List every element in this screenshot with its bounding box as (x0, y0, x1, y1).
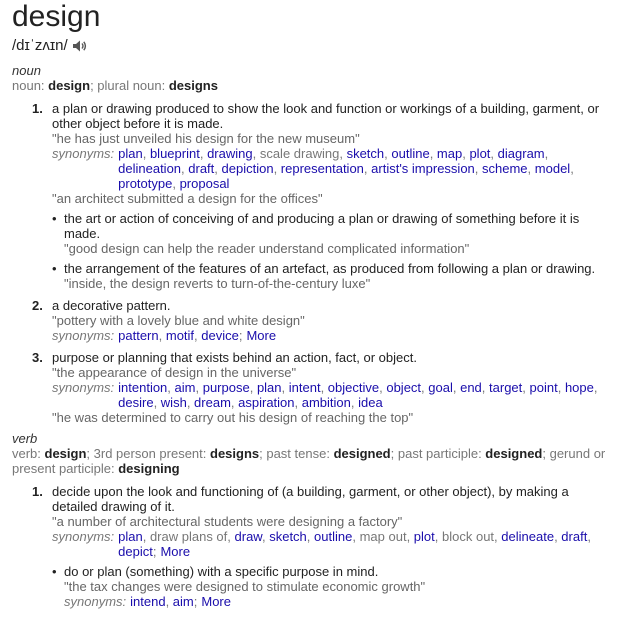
synonym-link[interactable]: ambition (301, 395, 351, 410)
synonym-link[interactable]: depict (118, 544, 153, 559)
synonym-link[interactable]: draw (234, 529, 262, 544)
more-link[interactable]: More (246, 328, 277, 343)
synonym-link[interactable]: motif (165, 328, 195, 343)
synonym-example: "he was determined to carry out his design of reaching the top" (52, 410, 414, 425)
synonym-link[interactable]: goal (428, 380, 453, 395)
inflection: designing (118, 461, 180, 476)
verb-forms (12, 446, 607, 476)
synonym-link[interactable]: plan (256, 380, 282, 395)
synonyms-list: pattern, motif, device; More (118, 328, 277, 343)
synonym-link[interactable]: device (201, 328, 239, 343)
synonym-link[interactable]: target (489, 380, 523, 395)
sense-number: 1. (32, 484, 43, 499)
noun-label: noun (12, 63, 41, 78)
synonym-link[interactable]: aim (172, 594, 194, 609)
synonym-link[interactable]: proposal (179, 176, 230, 191)
synonym-link[interactable]: pattern (118, 328, 159, 343)
sense-body (52, 101, 607, 291)
sense (32, 298, 607, 343)
synonym-link[interactable]: dream (194, 395, 231, 410)
sense (32, 484, 607, 609)
example: "a number of architectural students were designing a factory" (52, 514, 403, 529)
example: "the tax changes were designed to stimulate economic growth" (64, 579, 426, 594)
synonyms-row (64, 594, 607, 609)
noun-senses (32, 101, 607, 425)
inflection-label: noun: (12, 78, 49, 93)
pronunciation: /dɪˈzʌɪn/ (12, 37, 68, 54)
example: "inside, the design reverts to turn-of-the-century luxe" (64, 276, 371, 291)
synonyms-row (52, 529, 607, 559)
sense-body (52, 484, 607, 609)
inflection-label: ; 3rd person present: (86, 446, 210, 461)
synonym-link[interactable]: artist's impression (371, 161, 475, 176)
inflection: designed (485, 446, 543, 461)
definition: the arrangement of the features of an artefact, as produced from following a plan or drawing. (64, 261, 596, 276)
synonym-link[interactable]: intention (118, 380, 168, 395)
synonym-link[interactable]: hope (564, 380, 594, 395)
synonym-link[interactable]: delineation (118, 161, 182, 176)
inflection: design (44, 446, 87, 461)
synonym-link[interactable]: wish (160, 395, 187, 410)
sense (32, 101, 607, 291)
synonym-link[interactable]: plan (118, 146, 143, 161)
synonyms-list: intend, aim; More (130, 594, 231, 609)
synonym-link[interactable]: outline (391, 146, 430, 161)
synonyms-label: synonyms: (52, 328, 115, 343)
example: "pottery with a lovely blue and white design" (52, 313, 305, 328)
more-link[interactable]: More (201, 594, 231, 609)
synonym-link[interactable]: scheme (482, 161, 528, 176)
synonym-link[interactable]: representation (280, 161, 364, 176)
synonyms-label: synonyms: (52, 146, 115, 161)
synonym: block out (442, 529, 495, 544)
synonym-link[interactable]: blueprint (149, 146, 200, 161)
pronunciation-row (12, 36, 607, 56)
subsense (52, 261, 607, 291)
synonym-link[interactable]: depiction (221, 161, 274, 176)
synonym-link[interactable]: map (436, 146, 463, 161)
synonym-link[interactable]: purpose (202, 380, 250, 395)
synonym: scale drawing (259, 146, 340, 161)
subsense-body (64, 564, 607, 609)
synonym: map out (359, 529, 407, 544)
inflection: designs (210, 446, 260, 461)
noun-forms (12, 78, 607, 93)
subsense-body (64, 211, 607, 256)
synonyms-label: synonyms: (64, 594, 127, 609)
synonym-link[interactable]: outline (314, 529, 353, 544)
sense-body (52, 350, 607, 425)
inflection: designed (333, 446, 391, 461)
subsense (52, 564, 607, 609)
subsense (52, 211, 607, 256)
sense-body (52, 298, 607, 343)
synonym-link[interactable]: drawing (207, 146, 253, 161)
synonym-link[interactable]: plot (469, 146, 491, 161)
synonym-link[interactable]: prototype (118, 176, 173, 191)
definition: a decorative pattern. (52, 298, 171, 313)
definition: decide upon the look and functioning of (a building, garment, or other object), by making a detailed drawing of it. (52, 484, 569, 514)
synonym: draw plans of (149, 529, 228, 544)
synonym-link[interactable]: sketch (269, 529, 307, 544)
synonym-link[interactable]: point (529, 380, 558, 395)
synonym-link[interactable]: idea (358, 395, 383, 410)
synonym-link[interactable]: objective (327, 380, 380, 395)
example: "good design can help the reader understand complicated information" (64, 241, 470, 256)
speaker-icon[interactable] (72, 39, 88, 53)
synonym-link[interactable]: intend (130, 594, 166, 609)
inflection: designs (168, 78, 218, 93)
inflection-label: ; past tense: (259, 446, 334, 461)
subsense-body (64, 261, 607, 291)
headword: design (12, 0, 101, 33)
synonym-link[interactable]: draft (561, 529, 588, 544)
synonym-link[interactable]: delineate (501, 529, 555, 544)
definition: a plan or drawing produced to show the look and function or workings of a building, garment, or other object before it is made. (52, 101, 600, 131)
synonym-link[interactable]: plot (413, 529, 435, 544)
synonym-link[interactable]: model (534, 161, 571, 176)
definition: do or plan (something) with a specific purpose in mind. (64, 564, 379, 579)
verb-senses (32, 484, 607, 609)
sense-number: 3. (32, 350, 43, 365)
inflection: design (48, 78, 91, 93)
synonym-link[interactable]: intent (288, 380, 321, 395)
more-link[interactable]: More (160, 544, 191, 559)
sense-number: 2. (32, 298, 43, 313)
dictionary-card (0, 2, 617, 609)
synonym-example: "an architect submitted a design for the offices" (52, 191, 323, 206)
synonym-link[interactable]: draft (188, 161, 215, 176)
sense-number: 1. (32, 101, 43, 116)
synonyms-row (52, 380, 607, 410)
example: "the appearance of design in the universe" (52, 365, 297, 380)
inflection-label: ; plural noun: (90, 78, 169, 93)
definition: purpose or planning that exists behind an action, fact, or object. (52, 350, 417, 365)
synonyms-row (52, 146, 607, 191)
synonyms-label: synonyms: (52, 380, 115, 395)
synonyms-list: plan, draw plans of, draw, sketch, outline, map out, plot, block out, delineate, draft, depict; More (118, 529, 591, 559)
synonyms-list: intention, aim, purpose, plan, intent, objective, object, goal, end, target, point, hope, desire, wish, dream, aspiration, ambition, idea (118, 380, 598, 410)
sense (32, 350, 607, 425)
inflection-label: ; past participle: (390, 446, 486, 461)
synonym-link[interactable]: desire (118, 395, 154, 410)
example: "he has just unveiled his design for the new museum" (52, 131, 360, 146)
synonym-link[interactable]: aspiration (238, 395, 295, 410)
inflection-label: ; gerund or present participle: (12, 446, 606, 476)
verb-label: verb (12, 431, 38, 446)
bullet: • (52, 211, 57, 226)
synonym-link[interactable]: object (386, 380, 422, 395)
definition: the art or action of conceiving of and producing a plan or drawing of something before it is made. (64, 211, 580, 241)
synonym-link[interactable]: plan (118, 529, 143, 544)
synonyms-list: plan, blueprint, drawing, scale drawing, sketch, outline, map, plot, diagram, delineation, draft, depiction, representation, artist's impression, scheme, model, prototype, proposal (118, 146, 574, 191)
bullet: • (52, 564, 57, 579)
synonym-link[interactable]: sketch (346, 146, 385, 161)
bullet: • (52, 261, 57, 276)
synonyms-label: synonyms: (52, 529, 115, 544)
synonym-link[interactable]: aim (174, 380, 196, 395)
synonym-link[interactable]: end (460, 380, 482, 395)
synonym-link[interactable]: diagram (497, 146, 545, 161)
inflection-label: verb: (12, 446, 45, 461)
synonyms-row (52, 328, 607, 343)
